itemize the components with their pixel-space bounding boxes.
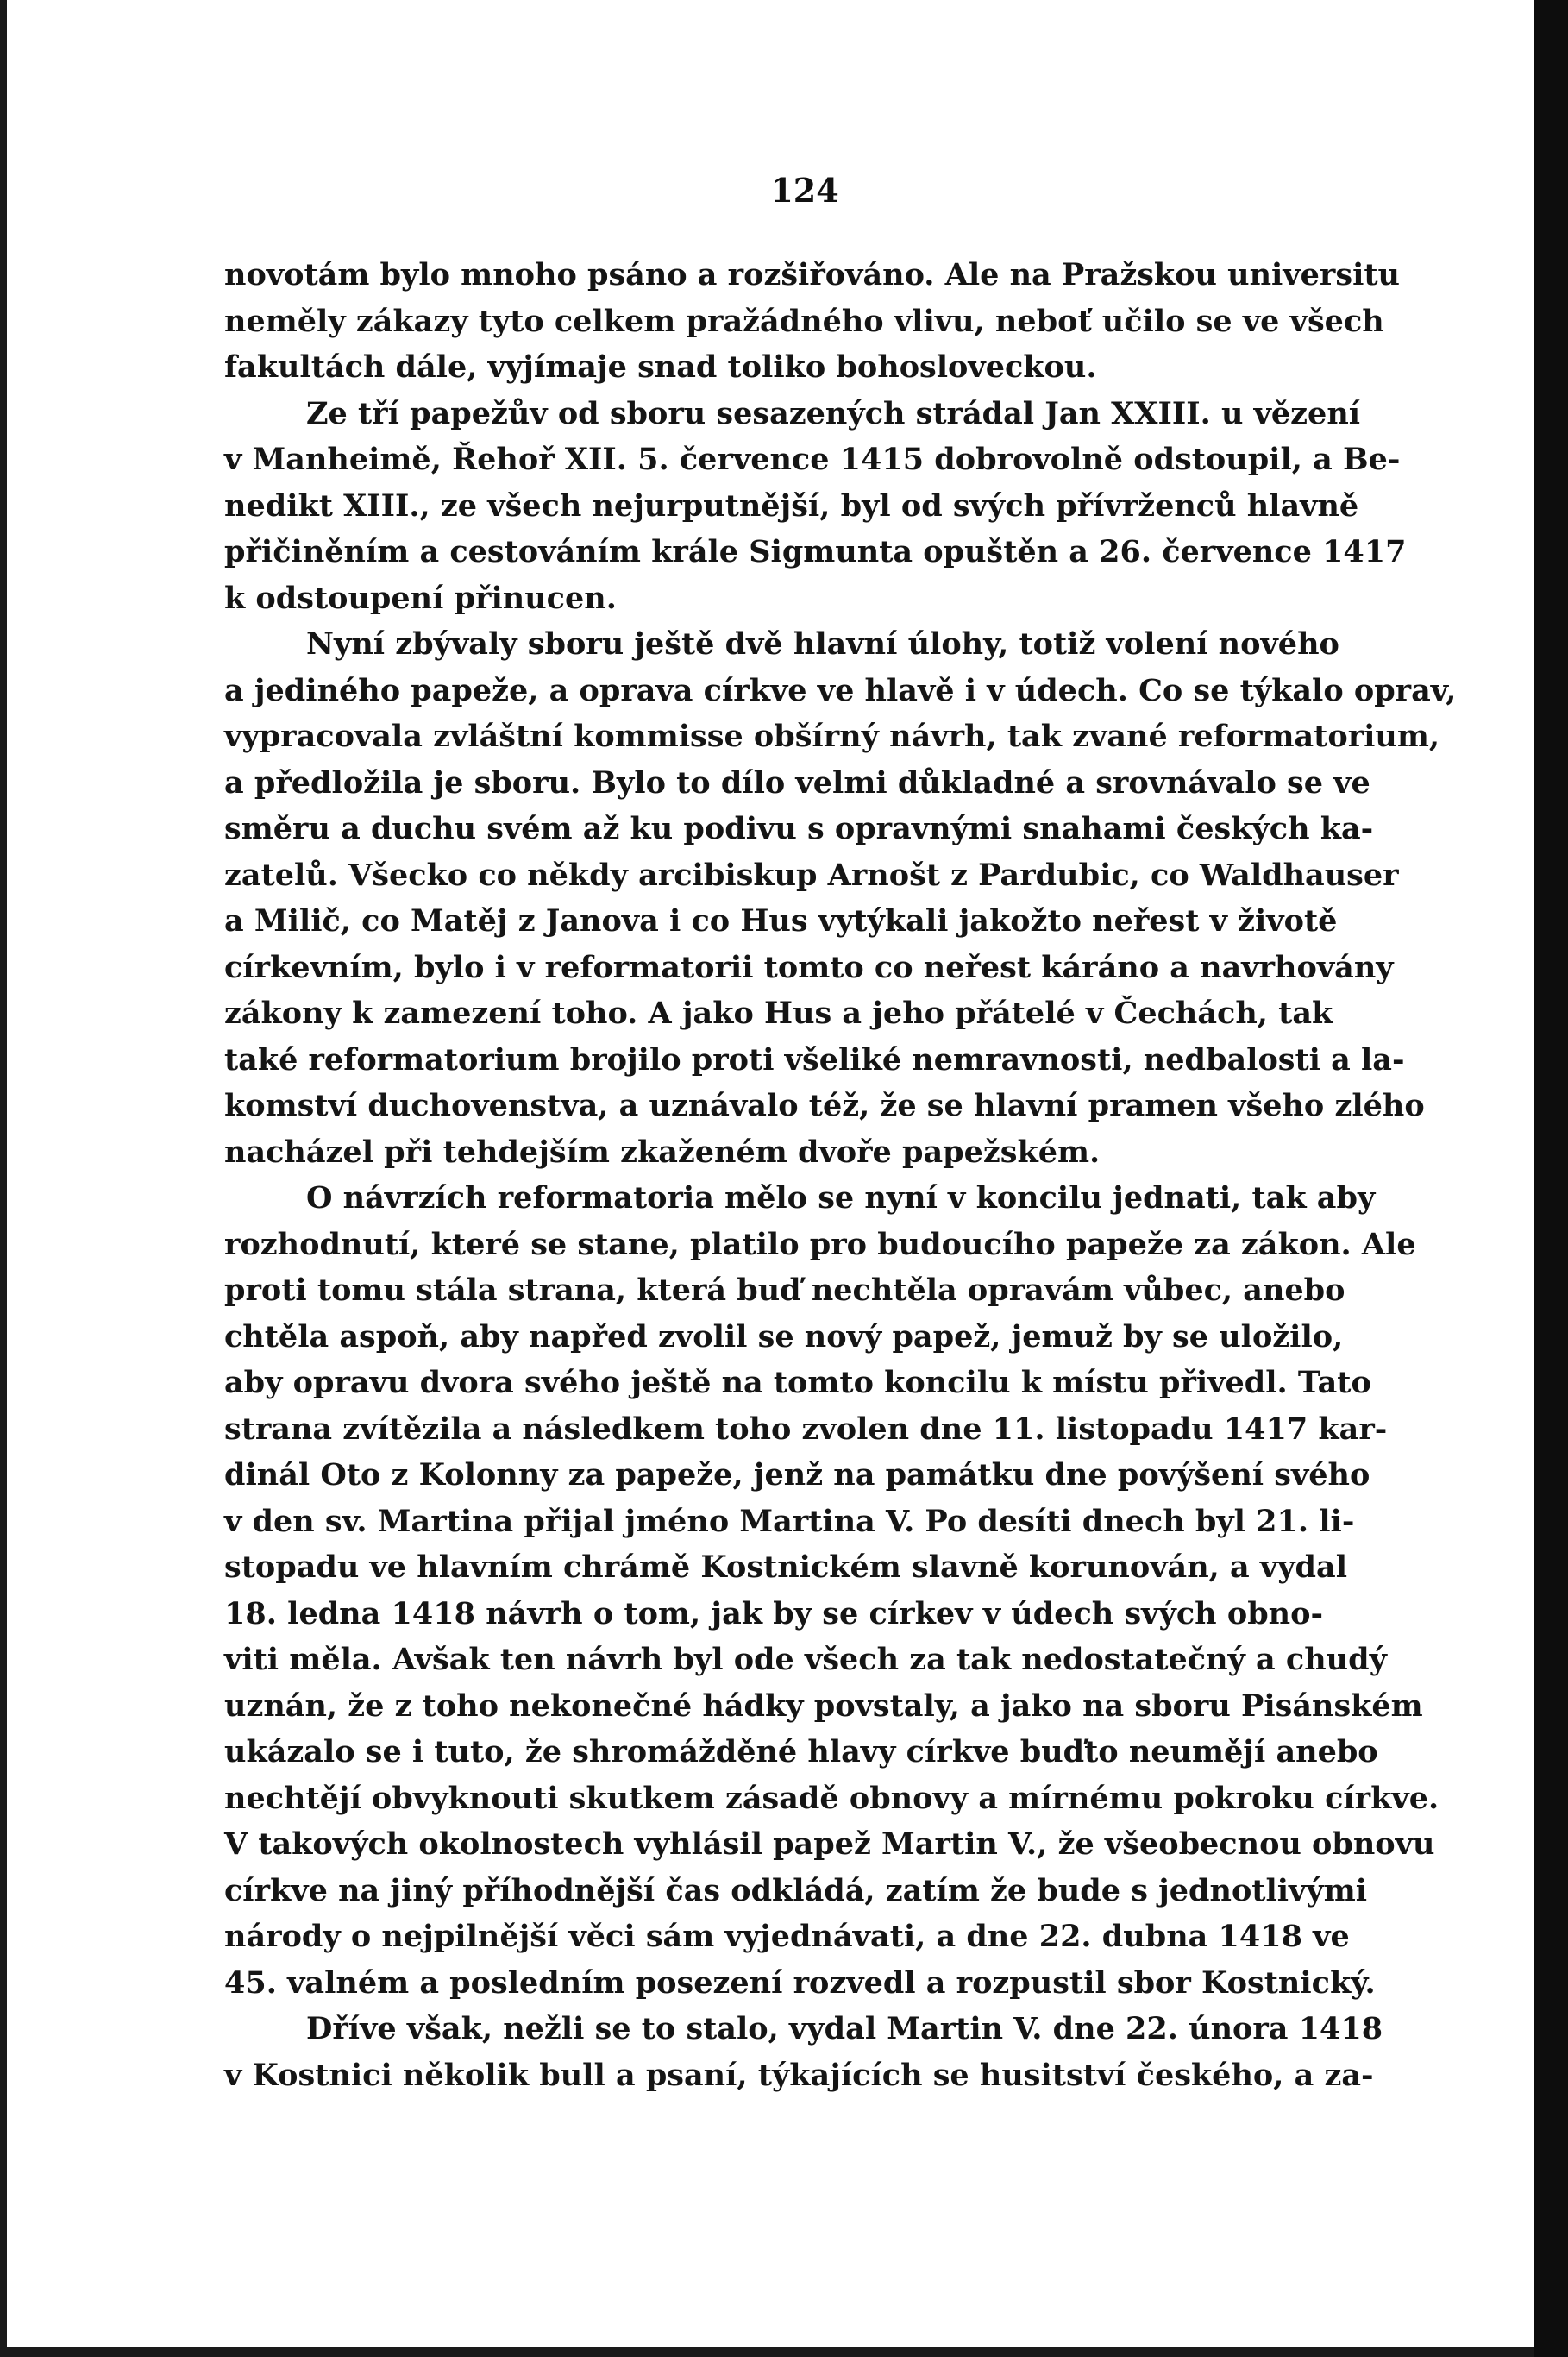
- text-line: O návrzích reformatoria mělo se nyní v koncilu jednati, tak aby: [306, 1180, 1376, 1216]
- text-line: církve na jiný příhodnější čas odkládá, zatím že bude s jednotlivými: [224, 1872, 1368, 1908]
- text-line: Nyní zbývaly sboru ještě dvě hlavní úlohy, totiž volení nového: [306, 626, 1339, 662]
- text-line: a předložila je sboru. Bylo to dílo velmi důkladné a srovnávalo se ve: [224, 764, 1370, 801]
- text-line: v Kostnici několik bull a psaní, týkajících se husitství českého, a za-: [224, 2057, 1374, 2093]
- text-line: aby opravu dvora svého ještě na tomto koncilu k místu přivedl. Tato: [224, 1365, 1371, 1400]
- text-line: ukázalo se i tuto, že shromážděné hlavy církve buďto neumějí anebo: [224, 1734, 1378, 1769]
- text-line: proti tomu stála strana, která buď nechtěla opravám vůbec, anebo: [224, 1273, 1345, 1308]
- text-line: nedikt XIII., ze všech nejurputnější, byl od svých přívrženců hlavně: [224, 487, 1359, 524]
- text-line: k odstoupení přinucen.: [224, 580, 617, 616]
- text-line: v Manheimě, Řehoř XII. 5. července 1415 dobrovolně odstoupil, a Be-: [224, 442, 1401, 477]
- text-line: v den sv. Martina přijal jméno Martina V. Po desíti dnech byl 21. li-: [224, 1503, 1355, 1539]
- text-line: uznán, že z toho nekonečné hádky povstaly, a jako na sboru Pisánském: [224, 1688, 1423, 1724]
- text-line: nechtějí obvyknouti skutkem zásadě obnovy a mírnému pokroku církve.: [224, 1780, 1439, 1816]
- text-line: stopadu ve hlavním chrámě Kostnickém slavně korunován, a vydal: [224, 1549, 1348, 1585]
- body-text: [224, 252, 1457, 2098]
- text-line: církevním, bylo i v reformatorii tomto co neřest káráno a navrhovány: [224, 949, 1394, 985]
- text-line: komství duchovenstva, a uznávalo též, že se hlavní pramen všeho zlého: [224, 1088, 1425, 1123]
- text-line: směru a duchu svém až ku podivu s opravnými snahami českých ka-: [224, 811, 1374, 846]
- text-line: také reformatorium brojilo proti všeliké nemravnosti, nedbalosti a la-: [224, 1041, 1405, 1078]
- book-page: [7, 0, 1534, 2347]
- text-line: a Milič, co Matěj z Janova i co Hus vytýkali jakožto neřest v životě: [224, 903, 1338, 939]
- text-line: nacházel při tehdejším zkaženém dvoře papežském.: [224, 1134, 1101, 1170]
- text-line: V takových okolnostech vyhlásil papež Martin V., že všeobecnou obnovu: [224, 1826, 1435, 1862]
- text-line: fakultách dále, vyjímaje snad toliko bohosloveckou.: [224, 349, 1097, 385]
- text-line: viti měla. Avšak ten návrh byl ode všech za tak nedostatečný a chudý: [224, 1642, 1387, 1677]
- text-line: novotám bylo mnoho psáno a rozšiřováno. Ale na Pražskou universitu: [224, 257, 1400, 292]
- text-line: Dříve však, nežli se to stalo, vydal Martin V. dne 22. února 1418: [306, 2011, 1383, 2046]
- scan-border: [1534, 0, 1568, 2357]
- text-line: strana zvítězila a následkem toho zvolen dne 11. listopadu 1417 kar-: [224, 1411, 1388, 1447]
- text-line: přičiněním a cestováním krále Sigmunta opuštěn a 26. července 1417: [224, 534, 1407, 569]
- text-line: vypracovala zvláštní kommisse obšírný návrh, tak zvané reformatorium,: [224, 719, 1440, 754]
- text-line: zákony k zamezení toho. A jako Hus a jeho přátelé v Čechách, tak: [224, 996, 1333, 1031]
- text-line: neměly zákazy tyto celkem pražádného vlivu, neboť učilo se ve všech: [224, 303, 1384, 339]
- text-line: 18. ledna 1418 návrh o tom, jak by se církev v údech svých obno-: [224, 1595, 1323, 1631]
- text-line: Ze tří papežův od sboru sesazených strádal Jan XXIII. u vězení: [306, 395, 1361, 431]
- page-number: 124: [770, 171, 839, 210]
- text-line: a jediného papeže, a oprava církve ve hlavě i v údech. Co se týkalo oprav,: [224, 672, 1457, 708]
- text-line: rozhodnutí, které se stane, platilo pro budoucího papeže za zákon. Ale: [224, 1226, 1416, 1262]
- text-line: národy o nejpilnější věci sám vyjednávati, a dne 22. dubna 1418 ve: [224, 1919, 1350, 1954]
- text-line: 45. valném a posledním posezení rozvedl a rozpustil sbor Kostnický.: [224, 1964, 1376, 2001]
- text-line: zatelů. Všecko co někdy arcibiskup Arnošt z Pardubic, co Waldhauser: [224, 857, 1399, 893]
- text-line: dinál Oto z Kolonny za papeže, jenž na památku dne povýšení svého: [224, 1457, 1370, 1493]
- text-line: chtěla aspoň, aby napřed zvolil se nový papež, jemuž by se uložilo,: [224, 1318, 1344, 1354]
